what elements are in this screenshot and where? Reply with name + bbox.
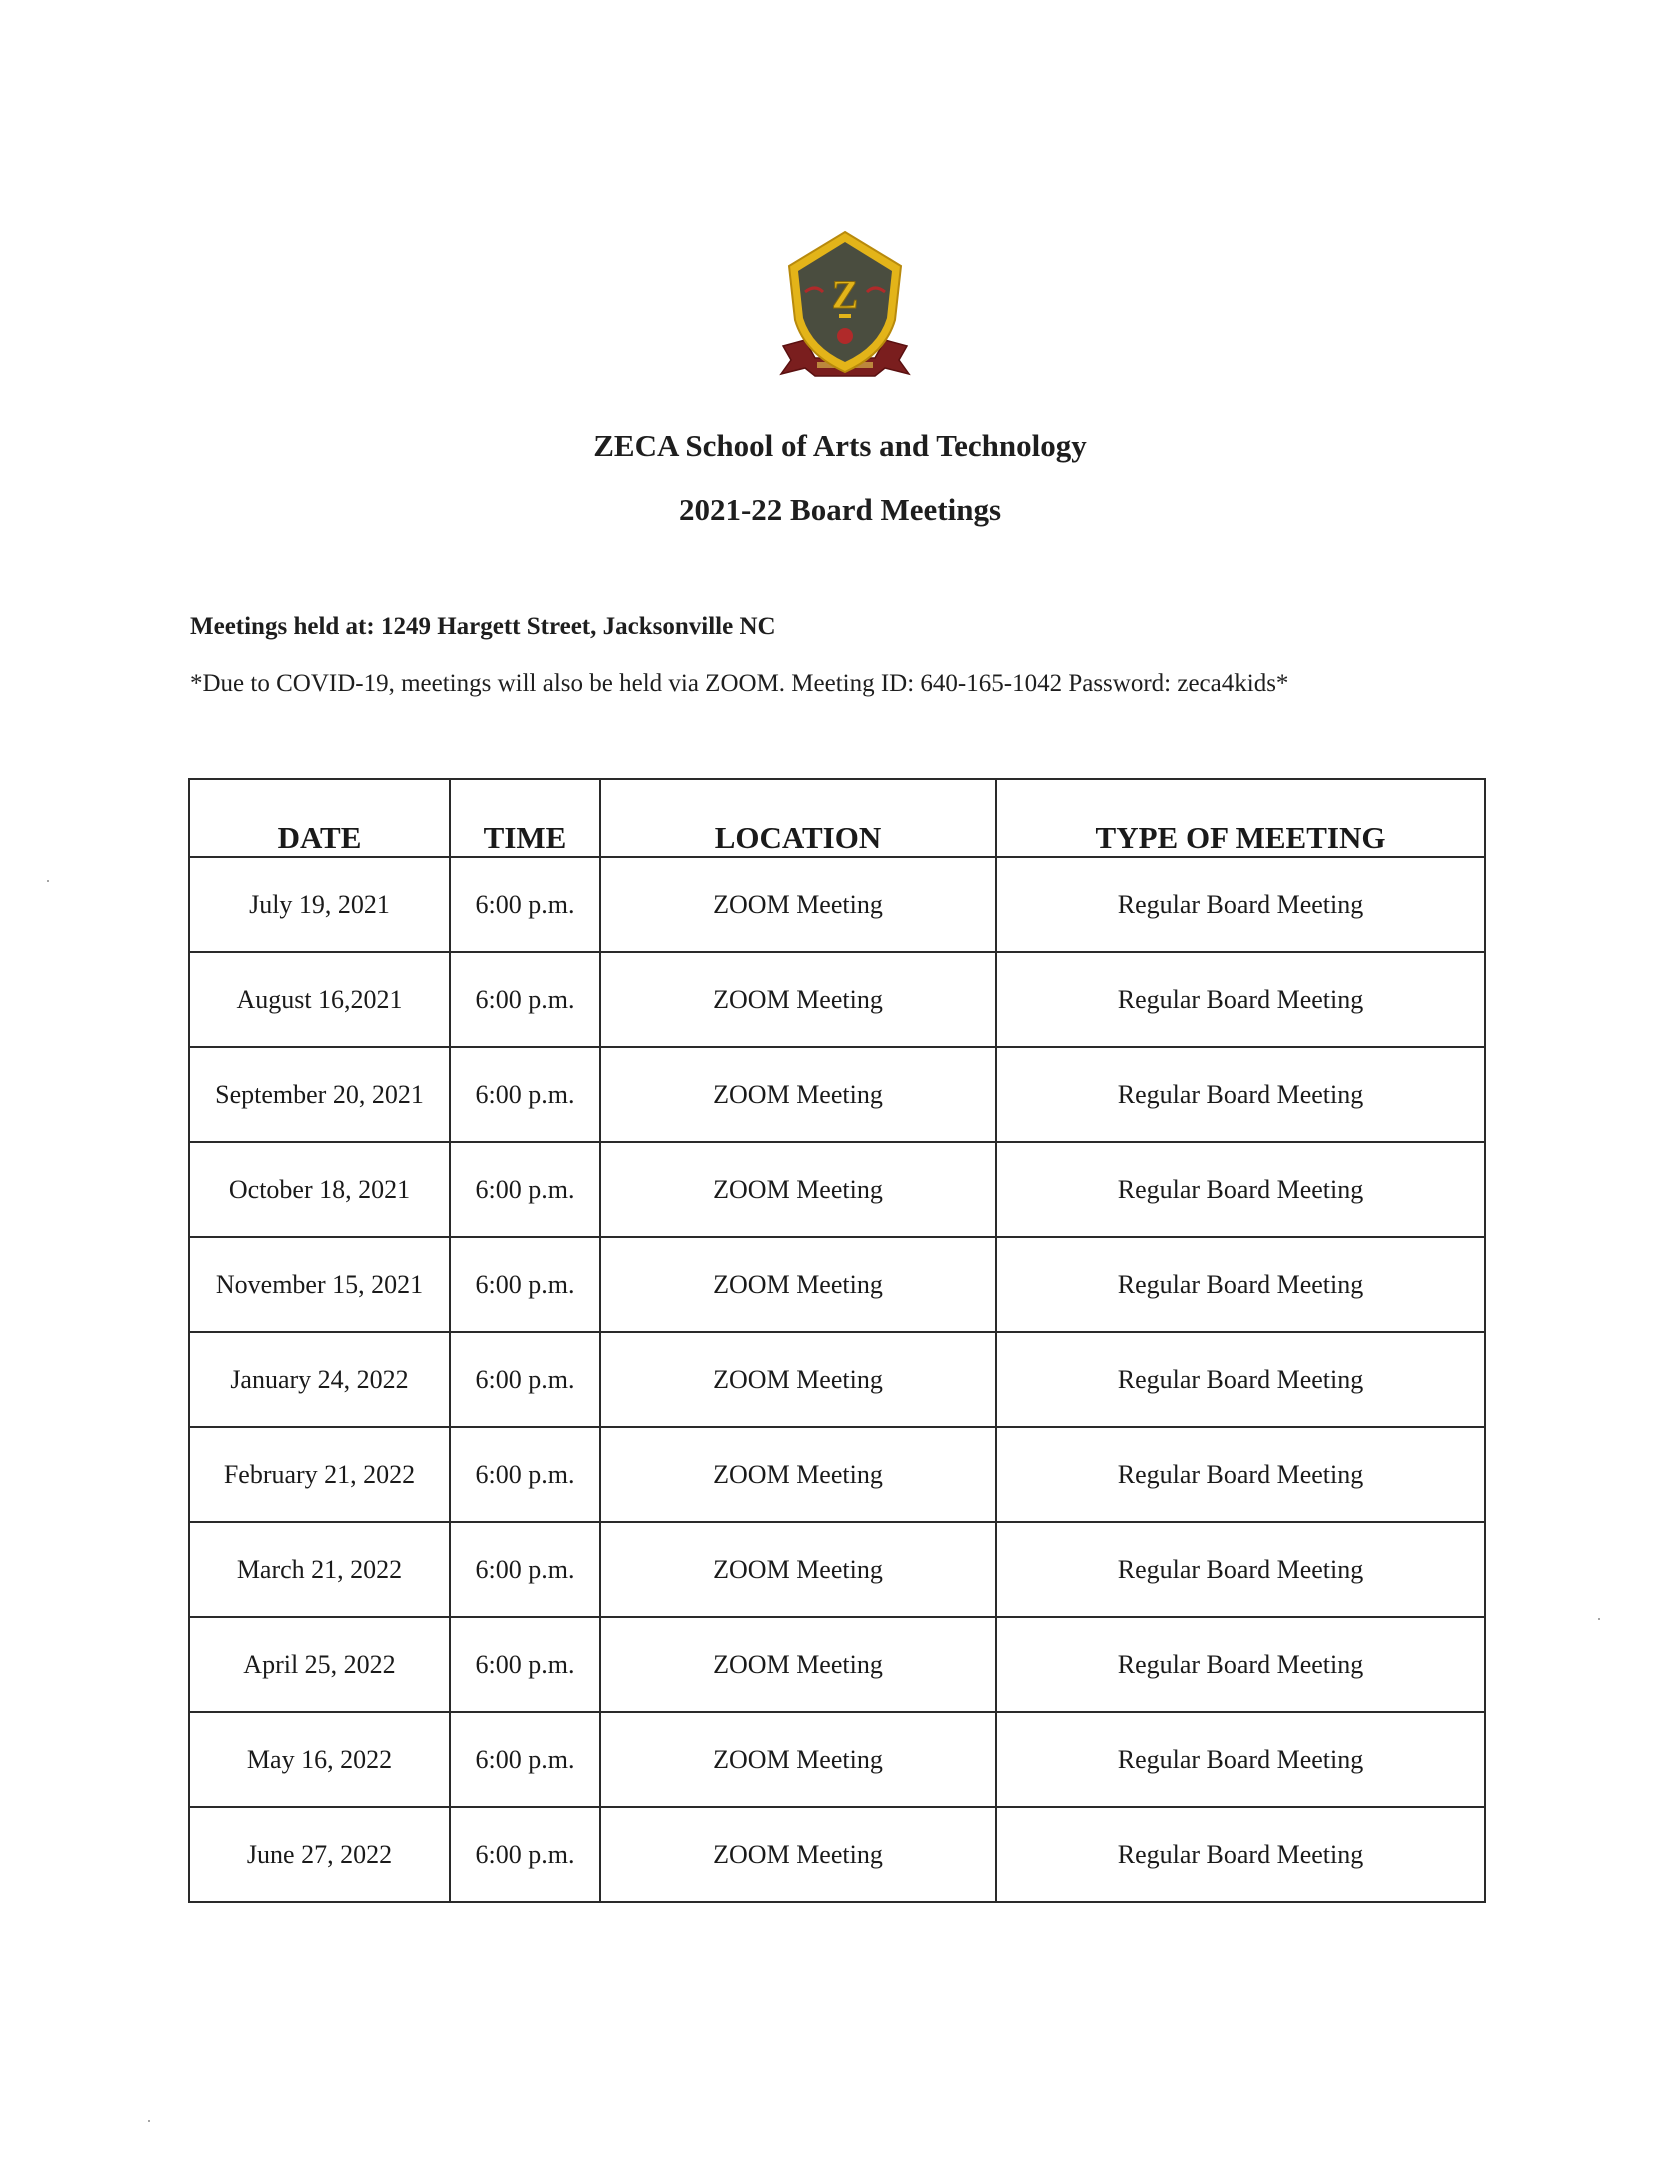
table-row — [189, 1522, 1485, 1617]
scan-speck — [1598, 1618, 1600, 1620]
table-row — [189, 1427, 1485, 1522]
location-cell: ZOOM Meeting — [600, 1617, 996, 1712]
date-cell: July 19, 2021 — [189, 857, 450, 952]
date-cell: January 24, 2022 — [189, 1332, 450, 1427]
time-cell: 6:00 p.m. — [450, 857, 600, 952]
date-cell: February 21, 2022 — [189, 1427, 450, 1522]
type-cell: Regular Board Meeting — [996, 857, 1485, 952]
time-cell: 6:00 p.m. — [450, 1332, 600, 1427]
header-time: TIME — [450, 779, 600, 857]
type-cell: Regular Board Meeting — [996, 952, 1485, 1047]
header-location: LOCATION — [600, 779, 996, 857]
table-row — [189, 1807, 1485, 1902]
location-cell: ZOOM Meeting — [600, 1142, 996, 1237]
scan-speck — [47, 880, 49, 882]
time-cell: 6:00 p.m. — [450, 1712, 600, 1807]
table-row — [189, 1142, 1485, 1237]
time-cell: 6:00 p.m. — [450, 1142, 600, 1237]
table-row — [189, 1712, 1485, 1807]
date-cell: August 16,2021 — [189, 952, 450, 1047]
school-name: ZECA School of Arts and Technology — [593, 428, 1087, 463]
school-crest-icon — [775, 228, 915, 388]
type-cell: Regular Board Meeting — [996, 1427, 1485, 1522]
time-cell: 6:00 p.m. — [450, 1427, 600, 1522]
location-cell: ZOOM Meeting — [600, 857, 996, 952]
table-row — [189, 857, 1485, 952]
date-cell: May 16, 2022 — [189, 1712, 450, 1807]
type-cell: Regular Board Meeting — [996, 1712, 1485, 1807]
date-cell: April 25, 2022 — [189, 1617, 450, 1712]
meeting-schedule-table — [188, 778, 1486, 1903]
type-cell: Regular Board Meeting — [996, 1237, 1485, 1332]
type-cell: Regular Board Meeting — [996, 1807, 1485, 1902]
time-cell: 6:00 p.m. — [450, 1617, 600, 1712]
date-cell: June 27, 2022 — [189, 1807, 450, 1902]
time-cell: 6:00 p.m. — [450, 1807, 600, 1902]
date-cell: September 20, 2021 — [189, 1047, 450, 1142]
date-cell: March 21, 2022 — [189, 1522, 450, 1617]
location-cell: ZOOM Meeting — [600, 1427, 996, 1522]
time-cell: 6:00 p.m. — [450, 1047, 600, 1142]
location-cell: ZOOM Meeting — [600, 1712, 996, 1807]
location-cell: ZOOM Meeting — [600, 1522, 996, 1617]
scan-speck — [148, 2120, 150, 2122]
covid-note: *Due to COVID-19, meetings will also be held via ZOOM. Meeting ID: 640-165-1042 Password: zeca4kids* — [190, 670, 1289, 697]
type-cell: Regular Board Meeting — [996, 1142, 1485, 1237]
crest-letter: Z — [831, 272, 859, 317]
table-header-row — [189, 779, 1485, 857]
location-cell: ZOOM Meeting — [600, 952, 996, 1047]
header-type: TYPE OF MEETING — [996, 779, 1485, 857]
type-cell: Regular Board Meeting — [996, 1522, 1485, 1617]
table-row — [189, 1332, 1485, 1427]
meeting-location: Meetings held at: 1249 Hargett Street, Jacksonville NC — [190, 613, 776, 640]
date-cell: October 18, 2021 — [189, 1142, 450, 1237]
time-cell: 6:00 p.m. — [450, 1522, 600, 1617]
table-row — [189, 1047, 1485, 1142]
location-cell: ZOOM Meeting — [600, 1807, 996, 1902]
table-row — [189, 1617, 1485, 1712]
table-row — [189, 1237, 1485, 1332]
type-cell: Regular Board Meeting — [996, 1047, 1485, 1142]
page-title: 2021-22 Board Meetings — [678, 492, 1002, 527]
time-cell: 6:00 p.m. — [450, 952, 600, 1047]
header-date: DATE — [189, 779, 450, 857]
time-cell: 6:00 p.m. — [450, 1237, 600, 1332]
date-cell: November 15, 2021 — [189, 1237, 450, 1332]
location-cell: ZOOM Meeting — [600, 1332, 996, 1427]
type-cell: Regular Board Meeting — [996, 1617, 1485, 1712]
location-cell: ZOOM Meeting — [600, 1047, 996, 1142]
location-cell: ZOOM Meeting — [600, 1237, 996, 1332]
table-row — [189, 952, 1485, 1047]
type-cell: Regular Board Meeting — [996, 1332, 1485, 1427]
